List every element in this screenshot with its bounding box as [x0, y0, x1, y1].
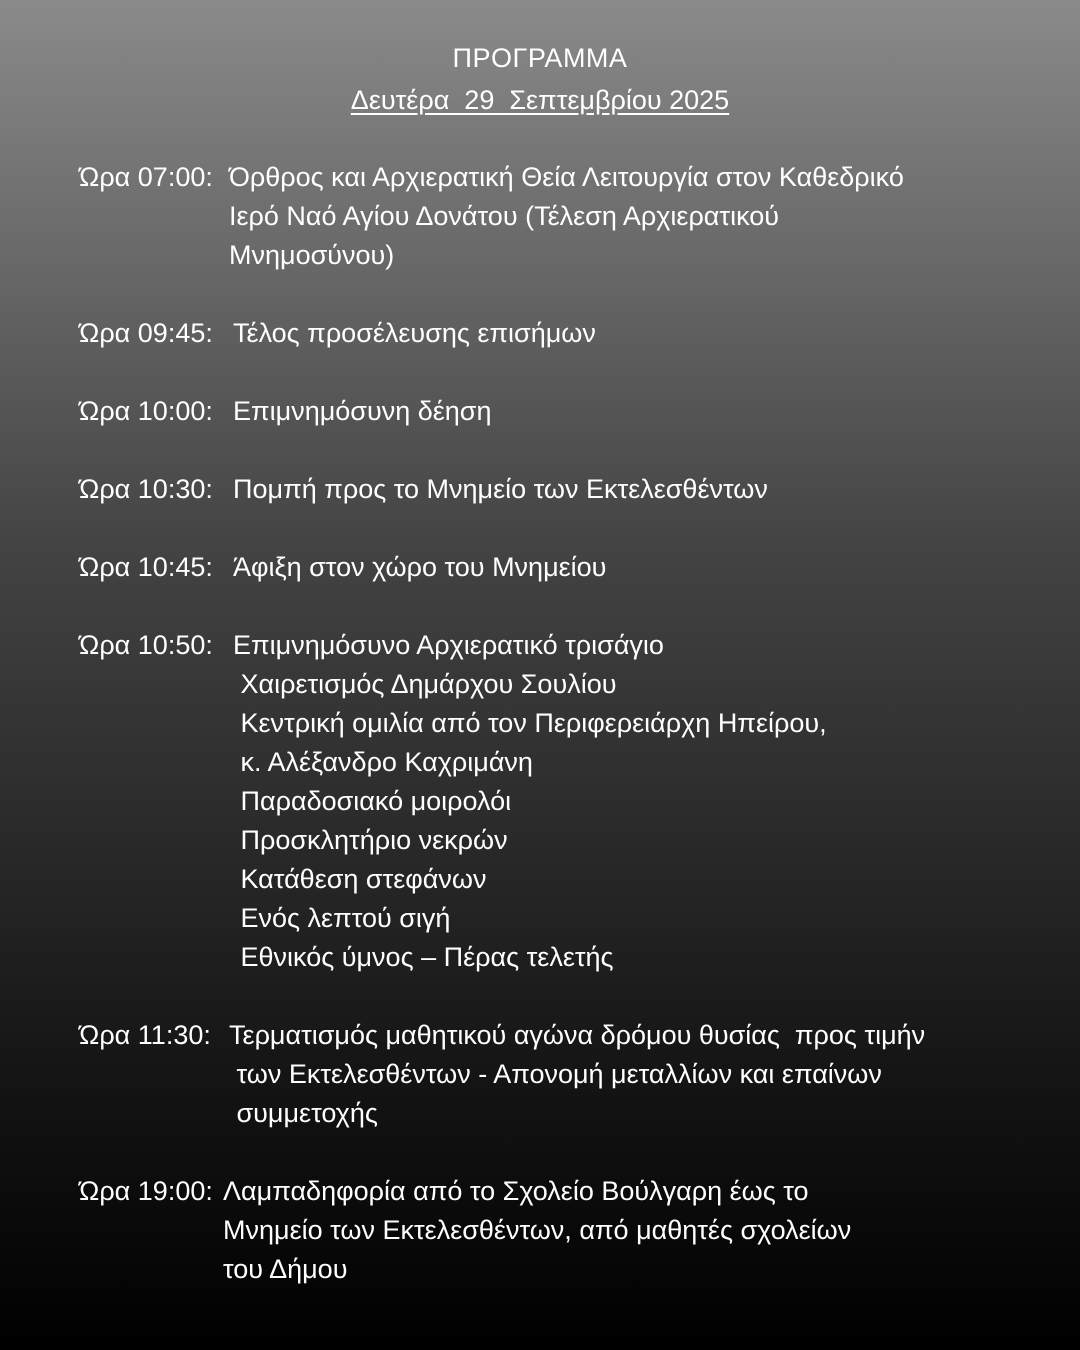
description-line: Κατάθεση στεφάνων: [233, 864, 487, 894]
description-line: Όρθρος και Αρχιερατική Θεία Λειτουργία στον Καθεδρικό: [229, 162, 904, 192]
description-line: συμμετοχής: [229, 1098, 378, 1128]
entry-description: [229, 158, 1039, 275]
schedule-entry: [79, 314, 1039, 353]
schedule-entry: [79, 1172, 1039, 1289]
description-line: Χαιρετισμός Δημάρχου Σουλίου: [233, 669, 617, 699]
entry-time: Ώρα 10:00:: [79, 396, 213, 426]
description-line: Εθνικός ύμνος – Πέρας τελετής: [233, 942, 614, 972]
description-line: Επιμνημόσυνο Αρχιερατικό τρισάγιο: [233, 630, 664, 660]
description-line: των Εκτελεσθέντων - Απονομή μεταλλίων και επαίνων: [229, 1059, 882, 1089]
schedule-entry: [79, 158, 1039, 275]
entry-description: [233, 626, 1039, 977]
description-line: Άφιξη στον χώρο του Μνημείου: [233, 552, 607, 582]
schedule-entry: [79, 626, 1039, 977]
entry-time: Ώρα 09:45:: [79, 318, 213, 348]
description-line: Λαμπαδηφορία από το Σχολείο Βούλγαρη έως το: [223, 1176, 809, 1206]
schedule-list: [79, 158, 1039, 1328]
schedule-entry: [79, 1016, 1039, 1133]
description-line: Παραδοσιακό μοιρολόι: [233, 786, 512, 816]
description-line: Μνημείο των Εκτελεσθέντων, από μαθητές σχολείων: [223, 1215, 852, 1245]
entry-description: [233, 548, 1039, 587]
description-line: Τέλος προσέλευσης επισήμων: [233, 318, 596, 348]
entry-description: [223, 1172, 1039, 1289]
description-line: κ. Αλέξανδρο Καχριμάνη: [233, 747, 533, 777]
description-line: Ιερό Ναό Αγίου Δονάτου (Τέλεση Αρχιερατικού: [229, 201, 780, 231]
entry-time: Ώρα 07:00:: [79, 162, 213, 192]
entry-description: [229, 1016, 1039, 1133]
entry-description: [233, 392, 1039, 431]
description-line: Πομπή προς το Μνημείο των Εκτελεσθέντων: [233, 474, 768, 504]
description-line: Τερματισμός μαθητικού αγώνα δρόμου θυσίας προς τιμήν: [229, 1020, 926, 1050]
entry-time: Ώρα 10:45:: [79, 552, 213, 582]
entry-description: [233, 314, 1039, 353]
entry-time: Ώρα 10:30:: [79, 474, 213, 504]
description-line: Μνημοσύνου): [229, 240, 395, 270]
description-line: Κεντρική ομιλία από τον Περιφερειάρχη Ηπείρου,: [233, 708, 827, 738]
entry-time: Ώρα 11:30:: [79, 1020, 211, 1050]
description-line: Προσκλητήριο νεκρών: [233, 825, 508, 855]
entry-description: [233, 470, 1039, 509]
entry-time: Ώρα 10:50:: [79, 630, 213, 660]
event-date: Δευτέρα 29 Σεπτεμβρίου 2025: [350, 85, 730, 115]
schedule-entry: [79, 548, 1039, 587]
description-line: του Δήμου: [223, 1254, 348, 1284]
page-title: ΠΡΟΓΡΑΜΜΑ: [452, 43, 628, 73]
schedule-entry: [79, 470, 1039, 509]
entry-time: Ώρα 19:00:: [79, 1176, 213, 1206]
schedule-entry: [79, 392, 1039, 431]
page-header: [0, 38, 1080, 122]
description-line: Ενός λεπτού σιγή: [233, 903, 451, 933]
description-line: Επιμνημόσυνη δέηση: [233, 396, 492, 426]
